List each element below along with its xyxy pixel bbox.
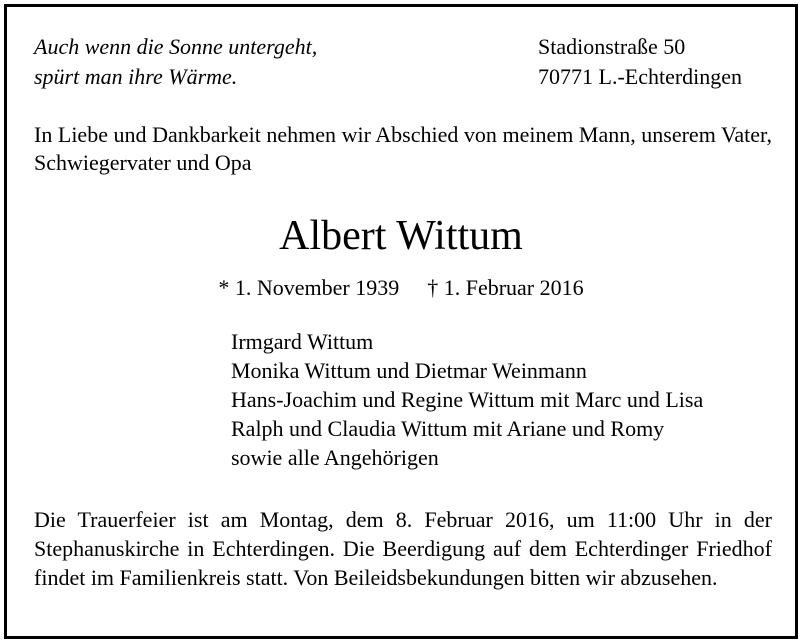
obituary-frame	[4, 4, 798, 639]
mourner-entry: Hans-Joachim und Regine Wittum mit Marc und Lisa	[231, 387, 704, 412]
motto-quote	[34, 32, 317, 92]
mourner-entry: Ralph und Claudia Wittum mit Ariane und Romy	[231, 416, 665, 441]
intro-text: In Liebe und Dankbarkeit nehmen wir Abschied von meinem Mann, unserem Vater, Schwiegervater und Opa	[34, 122, 772, 175]
address-street: Stadionstraße 50	[538, 34, 686, 59]
life-dates	[7, 273, 795, 303]
motto-line-1: Auch wenn die Sonne untergeht,	[34, 34, 318, 59]
death-date: † 1. Februar 2016	[427, 275, 584, 300]
motto-line-2: spürt man ihre Wärme.	[34, 64, 238, 89]
family-address	[538, 32, 742, 92]
mourner-entry: Irmgard Wittum	[231, 329, 374, 354]
deceased-name: Albert Wittum	[279, 213, 523, 259]
mourners-list	[231, 327, 703, 472]
mourner-entry: Monika Wittum und Dietmar Weinmann	[231, 358, 587, 383]
birth-date: * 1. November 1939	[218, 275, 400, 300]
mourner-entry: sowie alle Angehörigen	[231, 445, 439, 470]
funeral-service-notice: Die Trauerfeier ist am Montag, dem 8. Februar 2016, um 11:00 Uhr in der Stephanuskirche in Echterdingen. Die Beerdigung auf dem Echterdinger Friedhof findet im Familienkreis statt. Von Beileidsbekundungen bitten wir abzusehen.	[34, 507, 772, 590]
address-city: 70771 L.-Echterdingen	[538, 64, 743, 89]
